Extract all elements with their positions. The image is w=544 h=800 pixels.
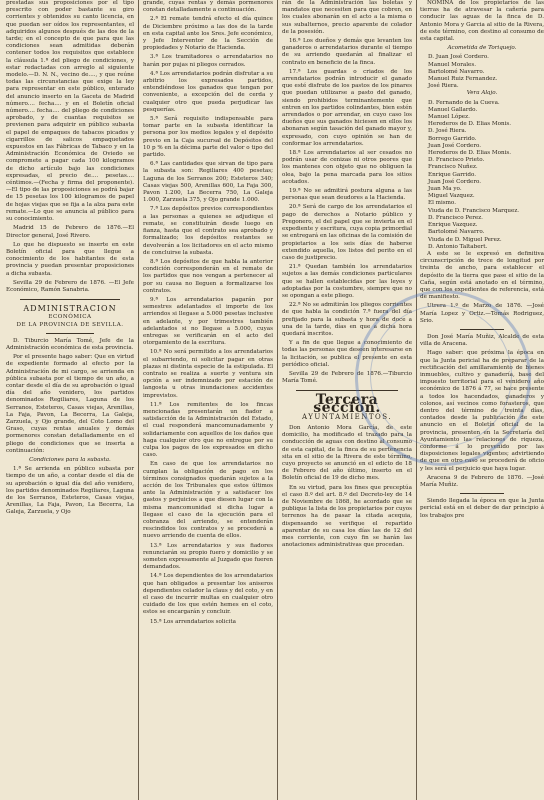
column-3: [282, 0, 412, 551]
name-list-item: Juan José Cordero.: [428, 178, 482, 185]
paragraph: 22.ª No se admitirán los pliegos corrientes de que habla la condición 7.ª fuera del día prefijado para la subasta y hora de doce a una de la tarde, días en que a dicha hora quedará inscritos.: [282, 302, 412, 337]
name-list-item: Herederos de D. Elias Monis.: [428, 150, 512, 157]
paragraph: 6.ª Las cantidades que sirvan de tipo para la subasta son: Regiliares 400 pesetas; Laguna de los Serranos 200; Esteteros 340; Casas viejas 500, Arenillas 600, La Faja 300, Pavon 1.200, La Becerra 750, La Galeja 1.000, Zarzuela 375, y Ojo grande 1.000.: [143, 161, 273, 204]
name-list-item: Miguel Vazquez.: [428, 193, 475, 200]
paragraph: Hago saber: que próxima la época en que la Junta pericial ha de preparar de la rectificación del amillaramiento de bienes inmuebles, cultivo y ganadería, base del impuesto territorial para el venidero año económico de 1876 á 77, se hace presente a todos los hacendados, ganaderos y colonos, así vecinos como forasteros, que dentro del término de treinta días, contados desde la publicación de este anuncio en el Boletín oficial de la provincia, presenten en la Secretaría del Ayuntamiento las relaciones de riqueza, conforme á lo prevenido por las disposiciones legales vigentes; advirtiendo de que en otro caso se procederá de oficio y les será el perjuicio que haya lugar.: [420, 350, 544, 472]
name-list-item: D. Francisco Perez.: [428, 214, 483, 221]
name-list-item: Enrique Vazquez.: [428, 222, 478, 229]
name-list-item: Viuda de D. Francisco Marquez.: [428, 207, 520, 214]
divider: [46, 333, 94, 334]
paragraph: 14.ª Los dependientes de los arrendatarios que han obligados a presentar los aniseros dependientes celador la claus y del coto, y en el caso de incurrir multas en cualquier otro cuidado de los que estén hemes en el coto, estos se encargarán y concluir.: [143, 573, 273, 616]
column-rule: [277, 0, 278, 800]
name-list-item: Borrego Garrido.: [428, 135, 477, 142]
paragraph: 18.ª Los arrendatarios al ser cesados no podrán usar de cenizas ni otros peores que los mantenes con objeto que no obliguen la olea, bajo la pena marcada para los sitios acotados.: [282, 150, 412, 185]
name-list-item: D. Fernando de la Cueva.: [428, 99, 500, 106]
name-list-item: Enrique Garrido.: [428, 171, 476, 178]
name-list-item: Bartolomé Navarro.: [428, 68, 485, 75]
paragraph: prestadas sus proposiciones por el tipo prescrito con poder bastante su giro corrientes y obtenidos su canto licencia, en que puedan ser oídos los representantes, el adquiridos algunos después de las dos de la tarde; en el concepto de que para que las condiciones sean admitidas deberán contener todos los requisitos que establece la cláusula 1.ª del pliego de condiciones, y estar redactadas con arreglo al siguiente modelo.—D. N. N., vecino de...., y que reúne todas las circunstancias que exige la ley para representar en este público, enterado del anuncio inserto en la Gaceta de Madrid número.... fecha.... y en el Boletín oficial número.... fecha.... del pliego de condiciones aprobado, y de cuantas requisitos se previenen para adquirir en público subasta el papel de empaques de tabacos picados y cigarrillos de salicos empaquetados expuestos en las Fábricas de Tabaco y en la Administración Económica de Oviedo se compromete a pagar cada 100 kilogramos de dicho artículo bajo las condiciones expresadas, el precio de.... pesetas.... céntimos.—(Fecha y firma del proponente).—El tipo de las proposiciones se podrá bajar de 15 pesetas los 100 kilogramos de papel de hojas viejas que se fija a la alza para este remate.—Lo que se anuncia al público para su conocimiento.: [6, 0, 134, 223]
name-list-item: D. Francisco Prieto.: [428, 157, 485, 164]
subheading: Condiciones para la subasta.: [29, 456, 111, 463]
name-list-item: D. Juan José Cordero.: [428, 54, 489, 61]
paragraph: Lo que he dispuesto se inserte en este Boletín oficial para que llegue a conocimiento de los habitantes de esta provincia y puedan presentar proposiciones a dicha subasta.: [6, 241, 134, 277]
name-list-item: D. Antonio Taltabert.: [428, 243, 488, 250]
paragraph: 13.ª Los arrendatarios y sus fiadores renunciarán su propio fuero y domicilio y se someten expresamente al Juzgado que fueren demandados.: [143, 542, 273, 571]
name-list-item: José Riera.: [428, 83, 459, 90]
paragraph: 5.ª Será requisito indispensable para tomar parte en la subasta identificar la persona por los medios legales y el depósito previo en la Caja sucursal de Depósitos del 10 p % en la décima parte del valor o tipo del partido.: [143, 116, 273, 159]
divider: [296, 390, 398, 391]
section-subtitle: ECONÓMICA: [48, 314, 92, 321]
paragraph: 21.ª Quedan también los arrendatarios sujetos a las demás condiciones particulares que se hallen establecidas por las leyes y adoptadas por la costumbre, siempre que no se opongan a este pliego.: [282, 264, 412, 299]
paragraph: 7.ª Los depósitos previos correspondientes a las personas a quienes se adjudique el remate, se constituirán desde luego en fianza, hasta que el contrato sea aprobado y formalizado; los depósitos restantes se devolverán a los licitadores en el acto mismo de concluirse la subasta.: [143, 206, 273, 256]
paragraph: 10.ª No será permitido a los arrendatarios el subarriendo, ni solicitar pagar en otras plazas ni distinta especie de la estipulada. El contrato se realiza a suerte y ventura sin opción a ser indemnizado por estación de langosta u otras inundaciones accidentes imprevistos.: [143, 349, 273, 399]
paragraph: En caso de que los arrendatarios no cumplan la obligación de pago en los términos consignados quedarán sujetos a la acción de los Tribunales que estos últimos ante la Administración y a satisfacer los gastos y perjuicios a que diesen lugar con la misma mancomunidad si dicha lugar a llegase el caso de la ejecución para el cobranza del arriendo, se entenderán rescindidos los contratos y se procederá a nuevo arriendo de cuenta de ellos.: [143, 461, 273, 540]
subheading: Vera Alajo.: [466, 90, 498, 97]
paragraph: grande, cuyas rentas y demás pormenores constan detalladamente a continuación.: [143, 0, 273, 14]
paragraph: 16.ª Los dueños y demás que levanten los ganaderos o arrendatarios durante el tiempo de su arriendo quedarán al finalizar el contrato en beneficio de la finca.: [282, 38, 412, 66]
section-heading: Tercera seccion.: [313, 392, 381, 416]
name-list: [420, 100, 544, 251]
paragraph: 20.ª Será de cargo de los arrendatarios el pago de derechos a Notario público y Pregonero, el del papel que se invierta en el expediente y escritura, cuya copia primordial se entregará en las oficinas de la comisión de propietarios a los seis días de haberse extendido aquella, los listos del perito en el caso de justiprecio.: [282, 204, 412, 261]
paragraph: Aracena 9 de Febrero de 1876. —José María Muñiz.: [420, 474, 544, 488]
divider: [460, 493, 504, 494]
paragraph: Don Antonio Mora García, de este domicilio, ha modificado el trazado para la conducción de aguas con destino al consumo de esta capital, de la finca de su pertenencia sita en el sitio de la Rivera de este término, cuyo proyecto se anunció en el edicto de 18 de Febrero del año último, inserto en el Boletín oficial de 19 de dicho mes.: [282, 424, 412, 482]
paragraph: Utrera 1.º de Marzo de 1876. —José María Lopez y Ortiz.—Tomás Rodriguez, Srio.: [420, 303, 544, 324]
paragraph: rán de la Administración las boletas y mandatos que necesiten para que cobren, en los cuales abonarán en el acto a la misma o sus subalternos, precio aparente de colador de la posesión.: [282, 0, 412, 35]
paragraph: Sevilla 29 de Febrero de 1876. —El Jefe Económico, Ramón Sanabria.: [6, 279, 134, 293]
paragraph: 19.ª No se admitirá postura alguna a las personas que sean deudores a la Hacienda.: [282, 188, 412, 202]
paragraph: Sevilla 29 de Febrero de 1876.—Tiburcio María Tomé.: [282, 370, 412, 385]
name-list-item: Viuda de D. Miguel Perez.: [428, 236, 502, 243]
column-1: [6, 0, 134, 519]
name-list-item: Manuel Morales.: [428, 61, 476, 68]
paragraph: Por el presente hago saber: Que en virtud de expediente formado al efecto por la Administración de mi cargo, se arrienda en pública subasta por el tiempo de un año, a contar desde el día de su aprobación o igual día del año venidero, los partidos denominados Regiliares, Laguna de los Serranos, Esteteros, Casas viejas, Arenillas, La Faja, Pavon, La Becerra, La Galeja, Zarzuela, y Ojo grande, del Coto Lomo del Graso, cuyas rentas anuales y demás pormenores constan detalladamente en el pliego de condiciones que se inserta a continuación:: [6, 354, 134, 454]
column-2: [143, 0, 273, 628]
subheading: Acometida de Toriquejo.: [447, 45, 517, 52]
paragraph: 1.ª Se arrienda en público subasta por tiempo de un año, a contar desde el día de su aprobación o igual día del año venidero, los partidos denominados Regiliares, Laguna de los Serranos, Esteteros, Casas viejas, Arenillas, La Faja, Pavon, La Becerra, La Galeja, Zarzuela, y Ojo: [6, 466, 134, 516]
name-list-item: El mismo.: [428, 200, 456, 207]
name-list-item: D. José Riera.: [428, 128, 467, 135]
paragraph: Madrid 15 de Febrero de 1876.—El Director general, José Rivero.: [6, 225, 134, 239]
name-list-item: Francisco Nuñez.: [428, 164, 478, 171]
name-list-item: Bartolomé Navarro.: [428, 229, 485, 236]
paragraph: 4.ª Los arrendatarios podrán disfrutar a su arbitrio los expresados partidos, entendiéndose los ganados que tengan por conveniente, a excepción del de cerda y cualquier otro que pueda perjudicar las pesquerías.: [143, 70, 273, 113]
paragraph: Y a fin de que llegue a conocimiento de todas las personas que deseen interesarse en la licitación, se publica el presente en esta periódico oficial.: [282, 340, 412, 368]
paragraph: Don José María Muñiz, Alcalde de esta villa de Aracena.: [420, 333, 544, 348]
name-list-item: Manuel Gallardo.: [428, 106, 478, 113]
name-list-item: Juan Ma yo.: [428, 186, 462, 193]
paragraph: 15.ª Los arrendatarios solicita: [150, 618, 236, 625]
name-list-item: Juan José Cordero.: [428, 142, 482, 149]
paragraph: NÓMINA de los propietarios de las tierras ha de atravesar la cañería para conducir las aguas de la finca de D. Antonio Mora y Garcia al sitio de la Rivera, de este término, con destino al consumo de esta capital.: [420, 0, 544, 43]
name-list-item: Herederos de D. Elias Monis.: [428, 121, 512, 128]
column-rule: [416, 0, 417, 800]
divider: [20, 299, 120, 300]
paragraph: En su virtud, para los fines que preceptúa el caso 8.º del art. 8.º del Decreto-ley de 14 de Noviembre de 1868, he acordado que se publique la lista de los propietarios por cuyos terrenos ha de pasar la citada acequia, dispensando se verifique el repartido aparentar de su casa los días las de 12 del mes corriente, con cuyo fin se harán las anotaciones administrativas que procedan.: [282, 484, 412, 549]
paragraph: 11.ª Los remitentes de los fincas mencionadas presentarán un fiador a satisfacción de la Administración del Estado, el cual responderá mancomunadamente y solidariamente con aquellos de los daños que haga cualquier otro que no entregue por su culpa los pagos de los expresados en dicho caso.: [143, 401, 273, 459]
paragraph: D. Tiburcio María Tomé, Jefe de la Administración económica de esta provincia.: [6, 337, 134, 351]
paragraph: 3.ª Los tramitadores o arrendatarios no harán por pujas ni pliegos cerrados.: [143, 54, 273, 68]
column-rule: [138, 0, 139, 800]
section-subheading: AYUNTAMIENTOS.: [301, 412, 393, 421]
paragraph: A este se le expresó en definitiva circunscripción de trece de longitud por treinta de ancho, para establecer el depósito de la tierra que pase el sitio de la Caña, según está anotado en el término, que con los expedientes de referencia, está de manifiesto.: [420, 250, 544, 301]
divider: [460, 329, 504, 330]
paragraph: 8.ª Los depósitos de que habla la anterior condición corresponderán en el remate de los partidos que nos vengan a pertenecer al por su causa no lleguen a formalizarse los contratos.: [143, 258, 273, 294]
paragraph: 17.ª Los guardas o criados de los arrendatarios podrán introducir el ganado que esté disfrute de los pastos de los pinares que puedan utilizarse a pasto del ganado, siendo prohibidos terminantemente que entren en los partidos colindantes, bien estén arrendados o por arrendar, en cuyo caso los dueños que sus ganados hiciesen en ellos los abonaran según tasación del ganado mayor y, expresado, con cuyo opinión se han de conformar los arrendatarios.: [282, 68, 412, 147]
name-list-item: Manuel Ruiz Fernandez.: [428, 76, 498, 83]
column-4: [420, 0, 544, 522]
name-list: [420, 54, 544, 90]
section-title: ADMINISTRACION: [23, 304, 117, 314]
paragraph: 9.ª Los arrendatarios pagarán por semestres adelantados el importe de los arriendos si llegase a 5.000 pesetas inclusive en adelante, y por trimestres también adelantados si no llegase a 5.000, cuyas entregas se verificarán en el acto del otorgamiento de la escritura.: [143, 296, 273, 347]
name-list-item: Manuel López.: [428, 114, 470, 121]
paragraph: 2.ª El remate tendrá efecto el día quince de Diciembre próximo a las dos de la tarde en esta capital ante los Sres. Jefe económico, y Jefe Interventor de la Sección de propiedades y Notario de Hacienda.: [143, 16, 273, 52]
section-subtitle: DE LA PROVINCIA DE SEVILLA.: [16, 321, 124, 328]
paragraph: Siendo llegada la época en que la Junta pericial está en el deber de dar principio á los trabajos pre: [420, 498, 544, 519]
